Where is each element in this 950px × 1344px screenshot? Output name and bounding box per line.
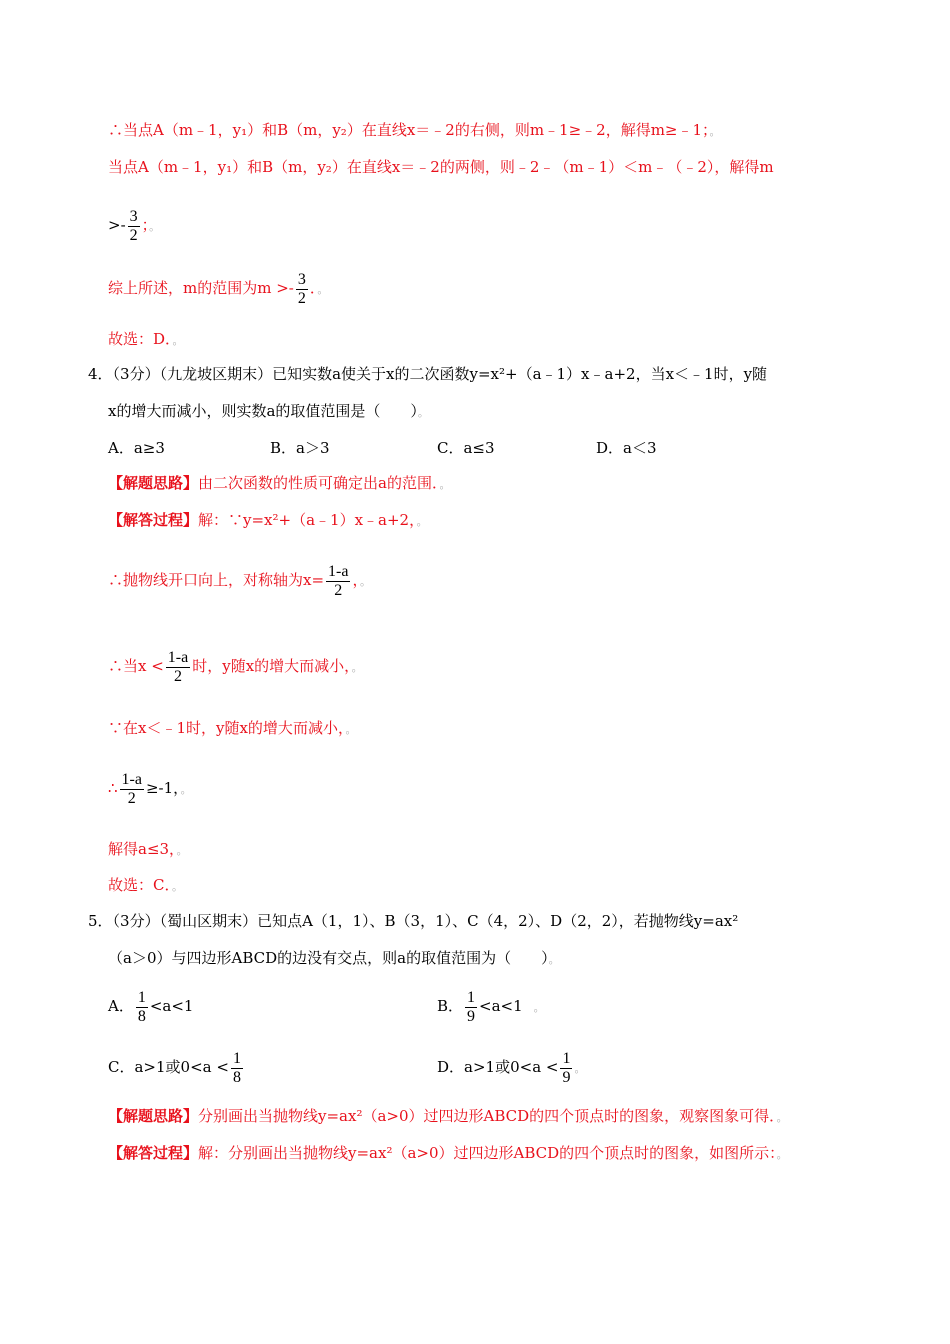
fraction [231,1050,243,1087]
q5-process: 【解答过程】解：分别画出当抛物线y=ax²（a>0）过四边形ABCD的四个顶点时的图象，如图所示：。 [108,1144,788,1162]
q5-stem-line-1 [88,911,738,931]
fraction-denominator: 9 [467,1007,476,1025]
q4-step-axis: ∴抛物线开口向上，对称轴为x= $\frac{1-a}{2}$ ，。 [108,562,371,599]
fraction [136,989,148,1026]
option-label: B． [437,997,464,1015]
fraction-denominator: 2 [129,226,138,244]
q5-option-c [108,1047,245,1087]
fraction-numerator: 1 [137,988,146,1006]
q4-idea-text: 由二次函数的性质可确定出a的范围． [198,474,440,492]
q5-idea: 【解题思路】分别画出当抛物线y=ax²（a>0）过四边形ABCD的四个顶点时的图象，观察图象可得．。 [108,1107,788,1125]
q4-stem-text-1: 4．（3分）（九龙坡区期末）已知实数a使关于x的二次函数y=x²+（a﹣1）x﹣a+2，当x＜﹣1时，y随 [88,365,768,383]
fraction-denominator: 9 [562,1068,571,1086]
q4-step-decrease-suffix: 时，y随x的增大而减小， [192,657,352,675]
fraction-denominator: 8 [137,1007,146,1025]
q5-stem-text-2: （a＞0）与四边形ABCD的边没有交点，则a的取值范围为（ ） [108,949,549,967]
fraction-numerator: 1 [467,988,476,1006]
option-suffix: <a<1 [149,997,194,1015]
option-suffix: <a<1 [479,997,523,1015]
fraction-denominator: 2 [334,581,343,599]
q3-summary: 综上所述，m的范围为m >- $\frac{3}{2}$ ．。 [108,270,329,307]
fraction-denominator: 2 [127,789,136,807]
q4-answer-text: 故选：C． [108,876,172,894]
q4-step-inequality: ∴ $\frac{1-a}{2}$ ≥-1，。 [108,770,192,807]
q3-text-1: ∴当点A（m﹣1，y₁）和B（m，y₂）在直线x＝﹣2的右侧，则m﹣1≥﹣2，解得m≥﹣1； [108,121,710,139]
q4-answer: 故选：C．。 [108,876,183,894]
q4-step-inequality-suffix: ≥-1， [145,779,181,797]
process-tag: 【解答过程】 [108,1144,199,1162]
q3-conclusion-right: ∴当点A（m﹣1，y₁）和B（m，y₂）在直线x＝﹣2的右侧，则m﹣1≥﹣2，解得m≥﹣1；。 [108,121,721,139]
q5-option-b: B． $\frac{1}{9}$ <a<1 。 [437,988,545,1025]
q3-text-2: 当点A（m﹣1，y₁）和B（m，y₂）在直线x＝﹣2的两侧，则﹣2﹣（m﹣1）＜m﹣（﹣2），解得m [108,158,774,176]
q3-inequality-suffix: ； [141,216,150,234]
idea-tag: 【解题思路】 [108,474,199,492]
fraction [120,771,144,808]
fraction [166,649,190,686]
q4-step-condition: ∵在x＜﹣1时，y随x的增大而减小，。 [108,719,357,737]
q4-process-text: 解：∵y=x²+（a﹣1）x﹣a+2， [198,511,417,529]
q4-option-d: D．a＜3 [596,439,657,457]
fraction-numerator: 1-a [121,770,142,788]
fraction [560,1050,572,1087]
q4-process: 【解答过程】解：∵y=x²+（a﹣1）x﹣a+2，。 [108,511,428,529]
fraction [465,989,477,1026]
q3-inequality-prefix: >- [108,216,126,234]
fraction-numerator: 3 [297,270,306,288]
fraction-numerator: 3 [129,207,138,225]
q3-answer-text: 故选：D． [108,330,173,348]
q5-idea-text: 分别画出当抛物线y=ax²（a>0）过四边形ABCD的四个顶点时的图象，观察图象可得． [198,1107,777,1125]
q4-step-condition-text: ∵在x＜﹣1时，y随x的增大而减小， [108,719,346,737]
fraction-numerator: 1 [232,1049,241,1067]
fraction-denominator: 2 [297,289,306,307]
fraction-denominator: 8 [232,1068,241,1086]
q4-idea: 【解题思路】由二次函数的性质可确定出a的范围．。 [108,474,451,492]
q4-step-inequality-prefix: ∴ [108,779,118,797]
q4-stem-text-2: x的增大而减小，则实数a的取值范围是（ ） [108,402,418,420]
q3-summary-suffix: ． [309,279,318,297]
option-prefix: C．a>1或0<a < [108,1058,229,1076]
q4-step-decrease: ∴当x < $\frac{1-a}{2}$ 时，y随x的增大而减小，。 [108,648,363,685]
q4-step-solve: 解得a≤3，。 [108,840,188,858]
fraction-numerator: 1-a [167,648,189,666]
q4-option-c: C．a≤3 [437,439,495,457]
q5-stem-line-2: （a＞0）与四边形ABCD的边没有交点，则a的取值范围为（ ）。 [108,949,560,967]
q4-stem-line-1 [88,364,767,384]
fraction [296,271,308,308]
q4-step-axis-prefix: ∴抛物线开口向上，对称轴为x= [108,571,325,589]
fraction-numerator: 1-a [328,562,349,580]
q5-option-a [108,986,193,1026]
fraction [326,563,350,600]
q4-step-decrease-prefix: ∴当x < [108,657,164,675]
q3-summary-prefix: 综上所述，m的范围为m >- [108,279,294,297]
option-label: A． [108,997,134,1015]
idea-tag: 【解题思路】 [108,1107,199,1125]
q5-option-d: D．a>1或0<a < $\frac{1}{9}$ 。 [437,1049,586,1086]
q3-inequality: >- $\frac{3}{2}$ ；。 [108,207,161,244]
fraction-numerator: 1 [562,1049,571,1067]
q3-answer: 故选：D．。 [108,330,184,348]
fraction [128,208,140,245]
q5-process-text: 解：分别画出当抛物线y=ax²（a>0）过四边形ABCD的四个顶点时的图象，如图所示： [198,1144,777,1162]
option-prefix: D．a>1或0<a < [437,1058,559,1076]
q4-option-a: A．a≥3 [108,439,165,457]
process-tag: 【解答过程】 [108,511,199,529]
q3-conclusion-both-sides [108,157,774,177]
fraction-denominator: 2 [174,667,183,685]
q4-option-b: B．a＞3 [270,439,330,457]
q4-stem-line-2: x的增大而减小，则实数a的取值范围是（ ）。 [108,402,429,420]
q4-step-axis-suffix: ， [352,571,360,589]
q5-stem-text-1: 5．（3分）（蜀山区期末）已知点A（1，1）、B（3，1）、C（4，2）、D（2，2），若抛物线y=ax² [88,912,739,930]
q4-step-solve-text: 解得a≤3， [108,840,177,858]
